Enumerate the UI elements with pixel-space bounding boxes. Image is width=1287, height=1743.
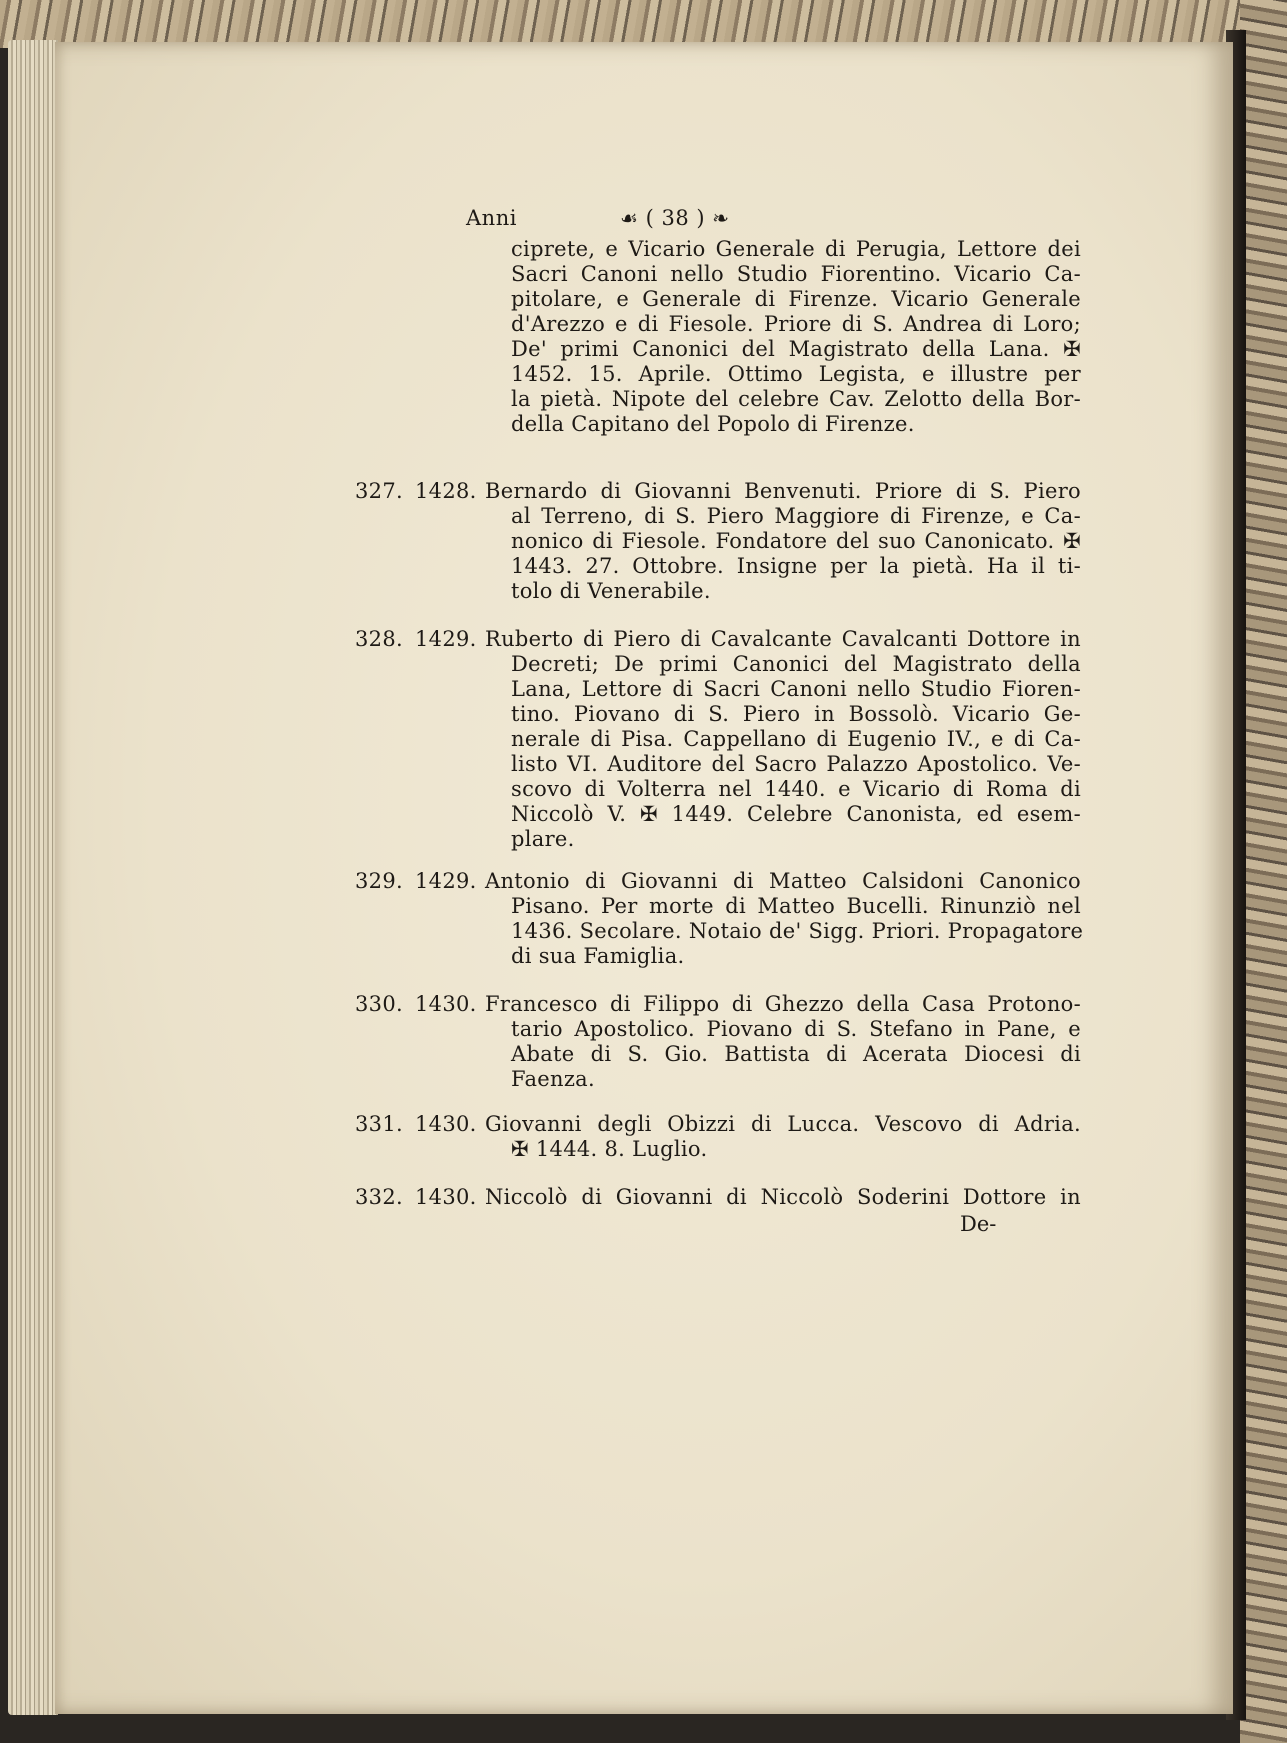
entry-number: 330. — [355, 992, 403, 1016]
entry-year: 1430. — [415, 992, 477, 1016]
text-line: al Terreno, di S. Piero Maggiore di Firenze, e Ca- — [511, 504, 1081, 528]
text-line: Bernardo di Giovanni Benvenuti. Priore di S. Piero — [485, 479, 1081, 503]
entry-body — [485, 1185, 1081, 1210]
text-line: Giovanni degli Obizzi di Lucca. Vescovo di Adria. — [485, 1112, 1081, 1136]
text-line: tario Apostolico. Piovano di S. Stefano in Pane, e — [511, 1017, 1081, 1041]
text-line: Niccolò V. ✠ 1449. Celebre Canonista, ed esem- — [511, 802, 1081, 826]
text-line: ciprete, e Vicario Generale di Perugia, Lettore dei — [511, 237, 1081, 261]
entry-body — [485, 1112, 1081, 1162]
text-line: listo VI. Auditore del Sacro Palazzo Apostolico. Ve- — [511, 752, 1081, 776]
page-stack-edge — [8, 40, 58, 1715]
ornament-right-icon: ❧ — [712, 206, 730, 230]
entry-year: 1430. — [415, 1112, 477, 1136]
catchword: De- — [960, 1212, 997, 1236]
entry-year: 1430. — [415, 1185, 477, 1209]
text-line: Niccolò di Giovanni di Niccolò Soderini Dottore in — [485, 1185, 1081, 1209]
entry-body — [485, 869, 1084, 969]
text-line: ✠ 1444. 8. Luglio. — [511, 1137, 708, 1161]
text-line: De' primi Canonici del Magistrato della Lana. ✠ — [511, 337, 1081, 361]
text-line: nerale di Pisa. Cappellano di Eugenio IV., e di Ca- — [511, 727, 1081, 751]
entry-number: 329. — [355, 869, 403, 893]
text-line: plare. — [511, 827, 575, 851]
entry-body — [485, 479, 1081, 604]
entry-number: 332. — [355, 1185, 403, 1209]
text-line: tolo di Venerabile. — [511, 579, 711, 603]
entry-number: 331. — [355, 1112, 403, 1136]
ornament-left-icon: ☙ — [620, 206, 639, 230]
text-line: Ruberto di Piero di Cavalcante Cavalcanti Dottore in — [485, 627, 1081, 651]
text-line: di sua Famiglia. — [511, 944, 685, 968]
text-line: Faenza. — [511, 1067, 595, 1091]
text-line: Antonio di Giovanni di Matteo Calsidoni Canonico — [485, 869, 1081, 893]
page-number: ( 38 ) — [645, 206, 706, 230]
page-number-header — [620, 206, 730, 230]
text-line: Sacri Canoni nello Studio Fiorentino. Vicario Ca- — [511, 262, 1081, 286]
text-line: Decreti; De primi Canonici del Magistrato della — [511, 652, 1081, 676]
text-line: della Capitano del Popolo di Firenze. — [511, 412, 915, 436]
entry-number: 327. — [355, 479, 403, 503]
page-content — [55, 42, 1233, 1714]
entry-body — [485, 992, 1081, 1092]
text-line: 1452. 15. Aprile. Ottimo Legista, e illustre per — [511, 362, 1081, 386]
text-line: Lana, Lettore di Sacri Canoni nello Studio Fioren- — [511, 677, 1081, 701]
entry-year: 1428. — [415, 479, 477, 503]
running-head: Anni — [466, 206, 517, 230]
text-line: Francesco di Filippo di Ghezzo della Casa Protono- — [485, 992, 1081, 1016]
entry-year: 1429. — [415, 627, 477, 651]
entry-body — [485, 627, 1081, 852]
entry-number: 328. — [355, 627, 403, 651]
text-line: tino. Piovano di S. Piero in Bossolò. Vicario Ge- — [511, 702, 1081, 726]
book-page — [55, 42, 1233, 1714]
text-line: 1436. Secolare. Notaio de' Sigg. Priori. Propagatore — [511, 919, 1084, 943]
text-line: 1443. 27. Ottobre. Insigne per la pietà. Ha il ti- — [511, 554, 1081, 578]
book-cover-top — [0, 0, 1287, 48]
text-line: scovo di Volterra nel 1440. e Vicario di Roma di — [511, 777, 1081, 801]
text-line: la pietà. Nipote del celebre Cav. Zelotto della Bor- — [511, 387, 1081, 411]
continuation-paragraph — [511, 237, 1081, 437]
text-line: Pisano. Per morte di Matteo Bucelli. Rinunziò nel — [511, 894, 1081, 918]
text-line: pitolare, e Generale di Firenze. Vicario Generale — [511, 287, 1081, 311]
book-cover-right — [1240, 0, 1287, 1743]
text-line: nonico di Fiesole. Fondatore del suo Canonicato. ✠ — [511, 529, 1081, 553]
text-line: d'Arezzo e di Fiesole. Priore di S. Andrea di Loro; — [511, 312, 1081, 336]
entry-year: 1429. — [415, 869, 477, 893]
text-line: Abate di S. Gio. Battista di Acerata Diocesi di — [511, 1042, 1081, 1066]
